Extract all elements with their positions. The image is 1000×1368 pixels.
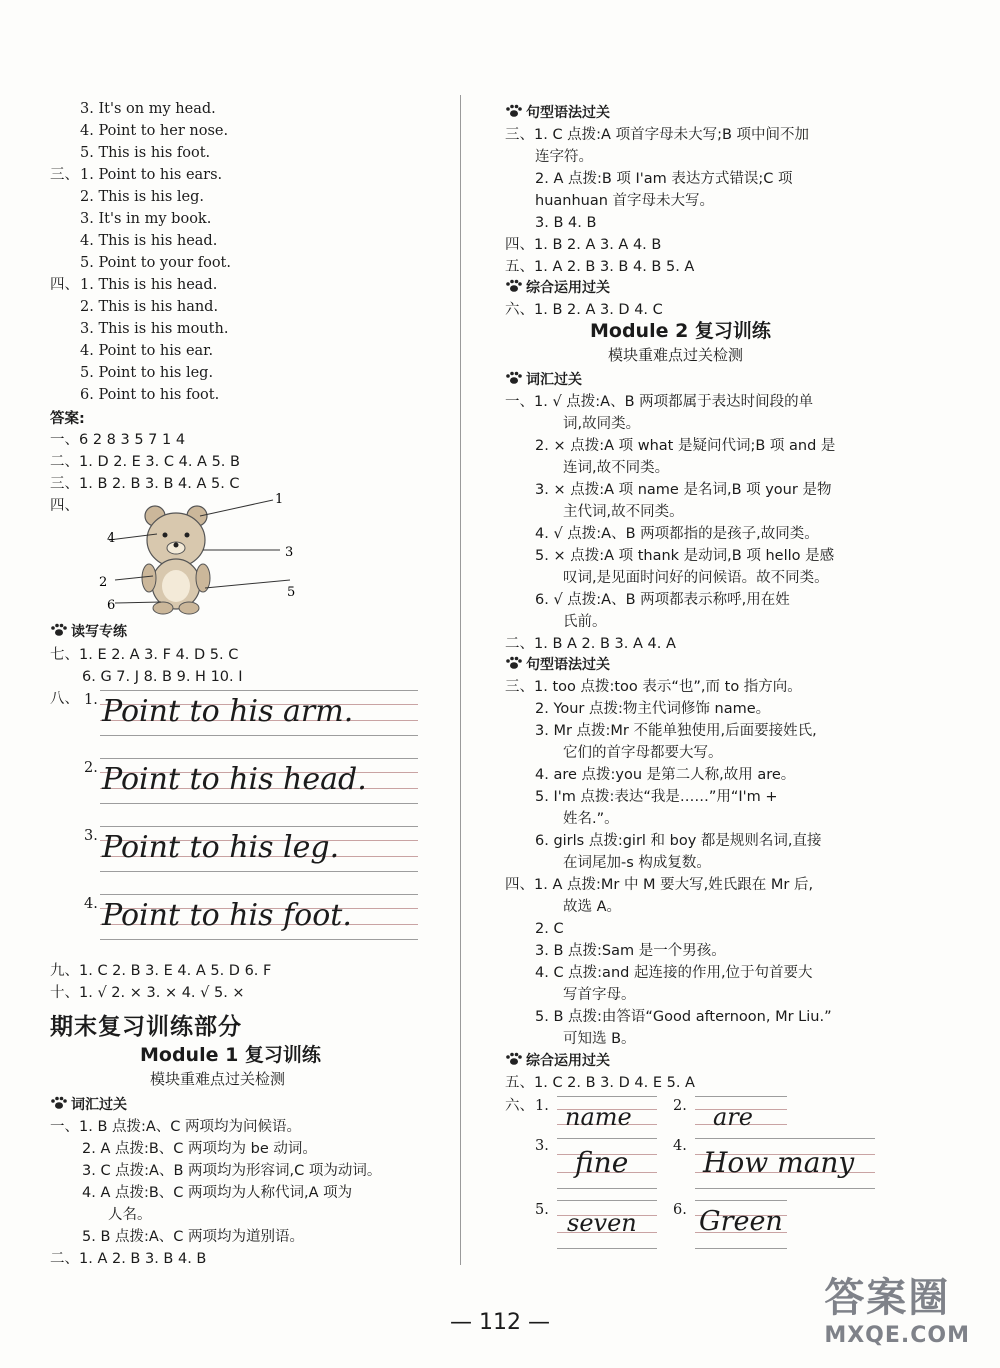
answer-line: 词,故同类。 <box>563 416 641 432</box>
handwritten-answer: Point to his leg. <box>102 830 340 865</box>
paw-icon <box>50 623 68 637</box>
page-title: 期末复习训练部分 <box>50 1014 242 1040</box>
answer-line: 四、1. A 点拨:Mr 中 M 要大写,姓氏跟在 Mr 后, <box>505 877 814 893</box>
section-number: 三、 <box>50 167 79 183</box>
answer-line: 5. B 点拨:由答语“Good afternoon, Mr Liu.” <box>535 1009 832 1025</box>
answer-line: 4. are 点拨:you 是第二人称,故用 are。 <box>535 767 796 783</box>
handwritten-answer: name <box>565 1103 632 1131</box>
answer-line: 写首字母。 <box>563 987 636 1003</box>
answer-line: 2. C <box>535 921 564 937</box>
answer-line: 在词尾加-s 构成复数。 <box>563 855 711 871</box>
answers-heading: 答案: <box>50 411 85 427</box>
answer-line: 5. × 点拨:A 项 thank 是动词,B 项 hello 是感 <box>535 548 835 564</box>
answer-line: 一、6 2 8 3 5 7 1 4 <box>50 432 186 448</box>
bear-icon <box>142 506 210 614</box>
list-item: 4. This is his head. <box>80 233 218 249</box>
answer-line: 5. I'm 点拨:表达“我是……”用“I'm + <box>535 789 778 805</box>
handwritten-answer: fine <box>575 1146 629 1179</box>
answer-line: 二、1. A 2. B 3. B 4. B <box>50 1251 207 1267</box>
list-item: 4. Point to her nose. <box>80 123 229 139</box>
answer-line: 4. √ 点拨:A、B 两项都指的是孩子,故同类。 <box>535 526 819 542</box>
answer-line: huanhuan 首字母未大写。 <box>535 193 715 209</box>
paw-icon <box>505 371 523 385</box>
list-item: 2. This is his hand. <box>80 299 219 315</box>
answer-line: 姓名.”。 <box>563 811 619 827</box>
row-number: 6. <box>673 1202 687 1218</box>
answer-line: 主代词,故不同类。 <box>563 504 684 520</box>
answer-line: 3. B 4. B <box>535 215 597 231</box>
answer-line: 4. C 点拨:and 起连接的作用,位于句首要大 <box>535 965 813 981</box>
list-item: 1. Point to his ears. <box>80 167 223 183</box>
answer-line: 连词,故不同类。 <box>563 460 670 476</box>
answer-line: 叹词,是见面时问好的问候语。故不同类。 <box>563 570 829 586</box>
paw-icon <box>505 1052 523 1066</box>
handwritten-answer: Point to his foot. <box>102 898 352 933</box>
watermark: 答案圈 MXQE.COM <box>824 1275 970 1348</box>
row-number: 2. <box>673 1098 687 1114</box>
bear-illustration <box>85 488 315 618</box>
list-item: 1. This is his head. <box>80 277 218 293</box>
section-heading: 综合运用过关 <box>505 278 610 298</box>
section-heading: 读写专练 <box>50 622 127 642</box>
answer-line: 它们的首字母都要大写。 <box>563 745 723 761</box>
answer-line: 2. A 点拨:B、C 两项均为 be 动词。 <box>82 1141 317 1157</box>
handwritten-answer: seven <box>567 1209 637 1237</box>
answer-line: 五、1. A 2. B 3. B 4. B 5. A <box>505 259 695 275</box>
answer-line: 5. B 点拨:A、C 两项均为道别语。 <box>82 1229 305 1245</box>
answer-line: 2. A 点拨:B 项 I'am 表达方式错误;C 项 <box>535 171 793 187</box>
handwritten-answer: How many <box>703 1146 855 1179</box>
row-number: 5. <box>535 1202 549 1218</box>
answer-line: 氏前。 <box>563 614 607 630</box>
answer-line: 十、1. √ 2. × 3. × 4. √ 5. × <box>50 985 245 1001</box>
bear-label: 4 <box>107 531 116 546</box>
answer-line: 人名。 <box>108 1207 152 1223</box>
list-item: 3. It's in my book. <box>80 211 212 227</box>
bear-label: 5 <box>287 585 296 600</box>
list-item: 3. This is his mouth. <box>80 321 229 337</box>
answer-line: 连字符。 <box>535 149 593 165</box>
section-heading: 词汇过关 <box>50 1095 127 1115</box>
module-title: Module 2 复习训练 <box>590 320 771 342</box>
row-number: 3. <box>535 1138 549 1154</box>
answer-line: 2. × 点拨:A 项 what 是疑问代词;B 项 and 是 <box>535 438 836 454</box>
answer-line: 四、1. B 2. A 3. A 4. B <box>505 237 662 253</box>
handwritten-answer: Green <box>699 1206 783 1237</box>
section-number: 六、 <box>505 1098 534 1114</box>
answer-line: 3. Mr 点拨:Mr 不能单独使用,后面要接姓氏, <box>535 723 817 739</box>
list-item: 5. This is his foot. <box>80 145 211 161</box>
answer-line: 2. Your 点拨:物主代词修饰 name。 <box>535 701 771 717</box>
answer-line: 六、1. B 2. A 3. D 4. C <box>505 302 663 318</box>
bear-label: 6 <box>107 598 116 613</box>
section-heading: 句型语法过关 <box>505 655 610 675</box>
answer-line: 三、1. C 点拨:A 项首字母未大写;B 项中间不加 <box>505 127 810 143</box>
handwritten-answer: Point to his head. <box>102 762 367 797</box>
row-number: 3. <box>84 828 98 844</box>
module-title: Module 1 复习训练 <box>140 1044 321 1066</box>
list-item: 6. Point to his foot. <box>80 387 220 403</box>
row-number: 4. <box>673 1138 687 1154</box>
paw-icon <box>505 104 523 118</box>
paw-icon <box>505 279 523 293</box>
list-item: 3. It's on my head. <box>80 101 216 117</box>
answer-line: 九、1. C 2. B 3. E 4. A 5. D 6. F <box>50 963 272 979</box>
page-number: — 112 — <box>450 1310 550 1335</box>
list-item: 5. Point to your foot. <box>80 255 231 271</box>
bear-label: 1 <box>275 492 284 507</box>
section-heading: 句型语法过关 <box>505 103 610 123</box>
section-heading: 综合运用过关 <box>505 1051 610 1071</box>
answer-line: 可知选 B。 <box>563 1031 636 1047</box>
row-number: 4. <box>84 896 98 912</box>
row-number: 2. <box>84 760 98 776</box>
section-number: 八、 <box>50 691 79 707</box>
row-number: 1. <box>535 1098 549 1114</box>
answer-line: 二、1. D 2. E 3. C 4. A 5. B <box>50 454 240 470</box>
answer-line: 四、 <box>50 498 79 514</box>
module-subtitle: 模块重难点过关检测 <box>150 1070 286 1088</box>
answer-line: 一、1. B 点拨:A、C 两项均为问候语。 <box>50 1119 302 1135</box>
paw-icon <box>50 1096 68 1110</box>
answer-line: 一、1. √ 点拨:A、B 两项都属于表达时间段的单 <box>505 394 814 410</box>
handwritten-answer: Point to his arm. <box>102 694 354 729</box>
answer-line: 3. × 点拨:A 项 name 是名词,B 项 your 是物 <box>535 482 832 498</box>
answer-line: 3. C 点拨:A、B 两项均为形容词,C 项为动词。 <box>82 1163 382 1179</box>
answer-line: 三、1. B 2. B 3. B 4. A 5. C <box>50 476 240 492</box>
section-number: 四、 <box>50 277 79 293</box>
paw-icon <box>505 656 523 670</box>
answer-line: 6. G 7. J 8. B 9. H 10. I <box>82 669 243 685</box>
answer-line: 二、1. B A 2. B 3. A 4. A <box>505 636 676 652</box>
answer-line: 故选 A。 <box>563 899 622 915</box>
answer-line: 3. B 点拨:Sam 是一个男孩。 <box>535 943 726 959</box>
column-divider <box>460 95 461 1265</box>
list-item: 2. This is his leg. <box>80 189 204 205</box>
section-heading: 词汇过关 <box>505 370 582 390</box>
bear-label: 2 <box>99 575 108 590</box>
answer-line: 七、1. E 2. A 3. F 4. D 5. C <box>50 647 239 663</box>
answer-line: 五、1. C 2. B 3. D 4. E 5. A <box>505 1075 695 1091</box>
row-number: 1. <box>84 692 98 708</box>
module-subtitle: 模块重难点过关检测 <box>608 346 744 364</box>
answer-line: 6. √ 点拨:A、B 两项都表示称呼,用在姓 <box>535 592 790 608</box>
handwritten-answer: are <box>713 1103 753 1131</box>
answer-line: 6. girls 点拨:girl 和 boy 都是规则名词,直接 <box>535 833 822 849</box>
list-item: 5. Point to his leg. <box>80 365 214 381</box>
list-item: 4. Point to his ear. <box>80 343 214 359</box>
answer-line: 4. A 点拨:B、C 两项均为人称代词,A 项为 <box>82 1185 353 1201</box>
answer-line: 三、1. too 点拨:too 表示“也”,而 to 指方向。 <box>505 679 802 695</box>
bear-label: 3 <box>285 545 294 560</box>
